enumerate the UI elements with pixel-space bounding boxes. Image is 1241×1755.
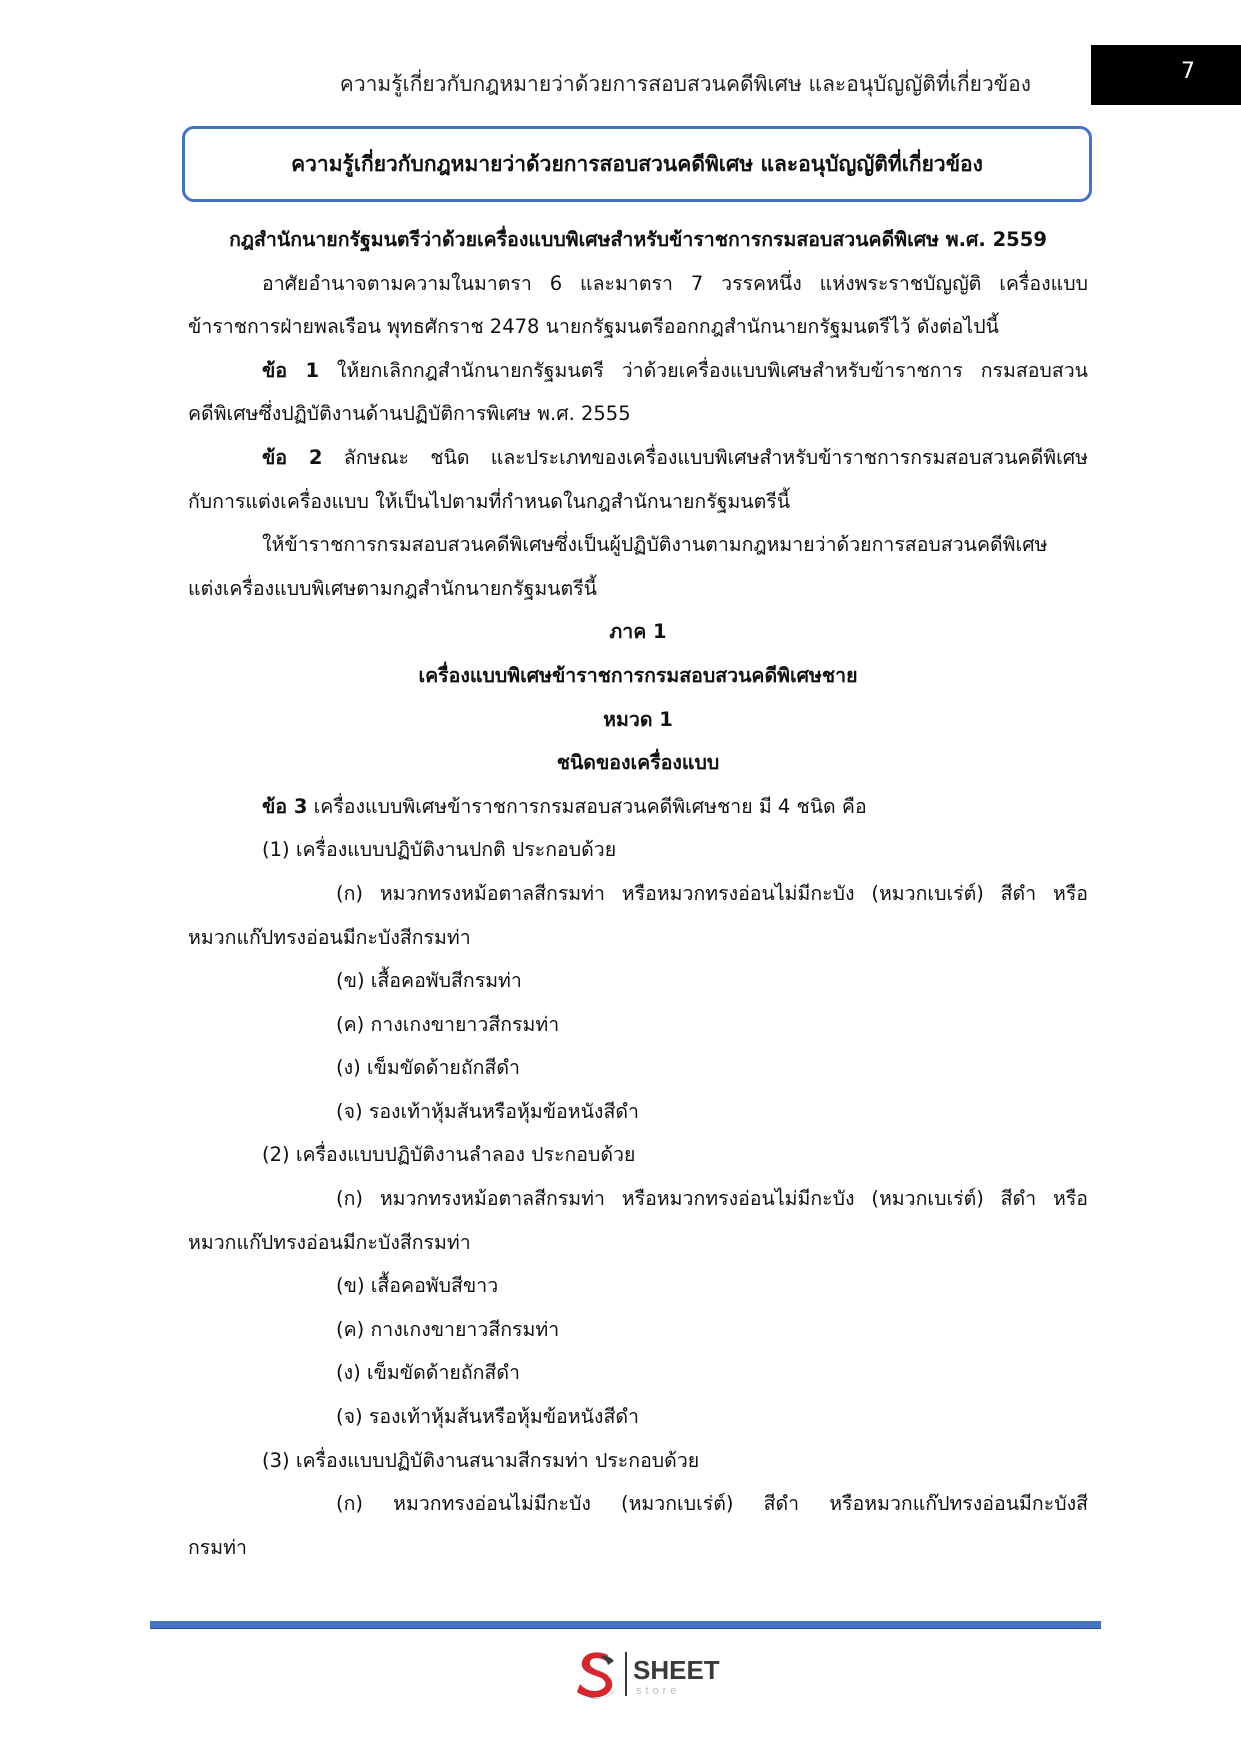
- sheet-store-logo: [574, 1646, 744, 1702]
- document-body: [188, 218, 1088, 1569]
- uniform-2-item-a: (ก) หมวกทรงหม้อตาลสีกรมท่า หรือหมวกทรงอ่อนไม่มีกะบัง (หมวกเบเร่ต์) สีดำ หรือ: [336, 1187, 1088, 1211]
- uniform-1-item-a: (ก) หมวกทรงหม้อตาลสีกรมท่า หรือหมวกทรงอ่อนไม่มีกะบัง (หมวกเบเร่ต์) สีดำ หรือ: [336, 881, 1088, 905]
- uniform-1-item-b: (ข) เสื้อคอพับสีกรมท่า: [336, 969, 522, 993]
- uniform-2: (2) เครื่องแบบปฏิบัติงานลำลอง ประกอบด้วย: [262, 1143, 636, 1167]
- section-1-text: ให้ยกเลิกกฎสำนักนายกรัฐมนตรี ว่าด้วยเครื่องแบบพิเศษสำหรับข้าราชการ กรมสอบสวน: [319, 358, 1088, 382]
- section-3-text: เครื่องแบบพิเศษข้าราชการกรมสอบสวนคดีพิเศษชาย มี 4 ชนิด คือ: [307, 794, 867, 818]
- uniform-3: (3) เครื่องแบบปฏิบัติงานสนามสีกรมท่า ประกอบด้วย: [262, 1448, 700, 1472]
- logo-subtext: store: [636, 1685, 681, 1697]
- chapter-title: ชนิดของเครื่องแบบ: [556, 751, 720, 775]
- section-2-text: ลักษณะ ชนิด และประเภทของเครื่องแบบพิเศษสำหรับข้าราชการกรมสอบสวนคดีพิเศษ: [322, 445, 1088, 469]
- uniform-1-item-c: (ค) กางเกงขายาวสีกรมท่า: [336, 1012, 560, 1036]
- regulation-title: กฎสำนักนายกรัฐมนตรีว่าด้วยเครื่องแบบพิเศษสำหรับข้าราชการกรมสอบสวนคดีพิเศษ พ.ศ. 2559: [229, 228, 1047, 251]
- uniform-2-item-d: (ง) เข็มขัดด้ายถักสีดำ: [336, 1361, 520, 1385]
- section-3-label: ข้อ 3: [262, 794, 308, 818]
- preamble-line-2: ข้าราชการฝ่ายพลเรือน พุทธศักราช 2478 นายกรัฐมนตรีออกกฎสำนักนายกรัฐมนตรีไว้ ดังต่อไปนี้: [188, 315, 999, 339]
- page-number: 7: [1181, 59, 1195, 84]
- uniform-2-item-c: (ค) กางเกงขายาวสีกรมท่า: [336, 1317, 560, 1341]
- title-box: [182, 126, 1092, 202]
- section-1-label: ข้อ 1: [262, 358, 320, 382]
- preamble-line-1: อาศัยอำนาจตามความในมาตรา 6 และมาตรา 7 วรรคหนึ่ง แห่งพระราชบัญญัติ เครื่องแบบ: [262, 271, 1088, 295]
- uniform-1-item-a-continued: หมวกแก๊ปทรงอ่อนมีกะบังสีกรมท่า: [188, 925, 471, 949]
- page-number-box: [1091, 45, 1241, 105]
- uniform-1: (1) เครื่องแบบปฏิบัติงานปกติ ประกอบด้วย: [262, 838, 617, 862]
- logo-text: SHEET: [633, 1655, 720, 1685]
- section-3: [188, 785, 1088, 829]
- section-1-continued: คดีพิเศษซึ่งปฏิบัติงานด้านปฏิบัติการพิเศษ พ.ศ. 2555: [188, 402, 631, 426]
- section-2: [188, 436, 1088, 480]
- section-2-continued: กับการแต่งเครื่องแบบ ให้เป็นไปตามที่กำหนดในกฎสำนักนายกรัฐมนตรีนี้: [188, 489, 791, 513]
- uniform-3-item-a-continued: กรมท่า: [188, 1535, 247, 1559]
- uniform-2-item-a-continued: หมวกแก๊ปทรงอ่อนมีกะบังสีกรมท่า: [188, 1230, 471, 1254]
- footer-rule: [150, 1621, 1101, 1629]
- title-box-text: ความรู้เกี่ยวกับกฎหมายว่าด้วยการสอบสวนคดีพิเศษ และอนุบัญญัติที่เกี่ยวข้อง: [291, 151, 983, 176]
- uniform-3-item-a: (ก) หมวกทรงอ่อนไม่มีกะบัง (หมวกเบเร่ต์) สีดำ หรือหมวกแก๊ปทรงอ่อนมีกะบังสี: [336, 1492, 1088, 1516]
- uniform-2-item-e: (จ) รองเท้าหุ้มส้นหรือหุ้มข้อหนังสีดำ: [336, 1405, 639, 1429]
- section-2-paragraph-2-continued: แต่งเครื่องแบบพิเศษตามกฎสำนักนายกรัฐมนตรีนี้: [188, 576, 597, 600]
- chapter-heading: หมวด 1: [603, 707, 673, 731]
- uniform-2-item-b: (ข) เสื้อคอพับสีขาว: [336, 1274, 499, 1298]
- section-1: [188, 349, 1088, 393]
- uniform-1-item-d: (ง) เข็มขัดด้ายถักสีดำ: [336, 1056, 520, 1080]
- part-title: เครื่องแบบพิเศษข้าราชการกรมสอบสวนคดีพิเศษชาย: [418, 663, 858, 687]
- running-header: ความรู้เกี่ยวกับกฎหมายว่าด้วยการสอบสวนคดีพิเศษ และอนุบัญญัติที่เกี่ยวข้อง: [339, 72, 1031, 96]
- part-heading: ภาค 1: [609, 620, 667, 644]
- section-2-paragraph-2: ให้ข้าราชการกรมสอบสวนคดีพิเศษซึ่งเป็นผู้ปฏิบัติงานตามกฎหมายว่าด้วยการสอบสวนคดีพิเศษ: [262, 533, 1048, 557]
- uniform-1-item-e: (จ) รองเท้าหุ้มส้นหรือหุ้มข้อหนังสีดำ: [336, 1099, 639, 1123]
- s-swoosh-logo-icon: [577, 1652, 615, 1698]
- section-2-label: ข้อ 2: [262, 445, 323, 469]
